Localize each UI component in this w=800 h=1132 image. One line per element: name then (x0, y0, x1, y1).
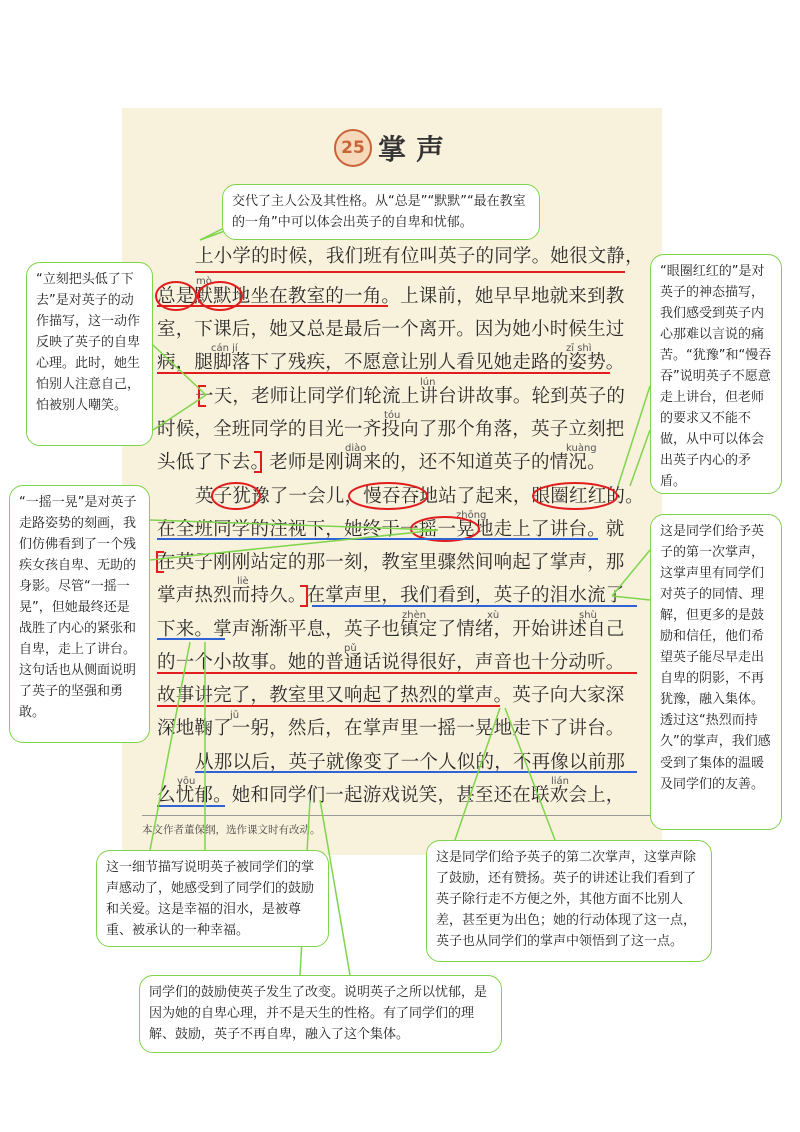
note-first-applause: 这是同学们给予英子的第一次掌声，这掌声里有同学们对英子的同情、理解，但更多的是鼓励和信任，他们希望英子能尽早走出自卑的阴影，不再犹豫，融入集体。透过这“热烈而持久”的掌声，我们感受到了集体的温暖及同学们的友善。 (650, 514, 782, 830)
red-bracket (300, 586, 307, 606)
note-connector (153, 345, 206, 395)
text-line: 在全班同学的注视下，她终于一摇一晃地走上了讲台。就 (157, 519, 625, 540)
pinyin: mò (196, 276, 212, 287)
text-line: 病，腿脚落下了残疾，不愿意让别人看见她走路的姿势。 (157, 352, 625, 373)
chapter-title: 掌声 (378, 133, 455, 166)
note-connector (150, 520, 438, 530)
pinyin: lián (551, 776, 570, 787)
pinyin: diào (345, 443, 367, 454)
red-circle (533, 483, 617, 509)
pinyin: liè (237, 576, 249, 587)
note-sway-walk: “一摇一晃”是对英子走路姿势的刻画，我们仿佛看到了一个残疾女孩自卑、无助的身影。尽管“一摇一晃”，但她最终还是战胜了内心的紧张和自卑，走上了讲台。这句话也从侧面说明了英子的坚强和勇敢。 (9, 485, 150, 743)
note-change: 同学们的鼓励使英子发生了改变。说明英子之所以忧郁，是因为她的自卑心理，并不是天生的性格。有了同学们的理解、鼓励，英子不再自卑，融入了这个集体。 (139, 975, 502, 1053)
pinyin: cán jí (211, 343, 238, 354)
note-tears: 这一细节描写说明英子被同学们的掌声感动了，她感受到了同学们的鼓励和关爱。这是幸福的泪水，是被尊重、被承认的一种幸福。 (96, 850, 329, 947)
pinyin: yōu (177, 776, 196, 787)
note-connector (612, 550, 650, 596)
text-line: 从那以后，英子就像变了一个人似的，不再像以前那 (195, 752, 626, 773)
text-line: 一天，老师让同学们轮流上讲台讲故事。轮到英子的 (195, 386, 626, 407)
text-line: 时候，全班同学的目光一齐投向了那个角落，英子立刻把 (157, 419, 625, 440)
text-line: 的一个小故事。她的普通话说得很好，声音也十分动听。 (157, 652, 625, 673)
pinyin: shù (579, 610, 597, 621)
note-head-lowered: “立刻把头低了下去”是对英子的动作描写，这一动作反映了英子的自卑心理。此时，她生怕别人注意自己，怕被别人嘲笑。 (26, 262, 153, 446)
pinyin: lún (420, 377, 436, 388)
red-bracket (157, 552, 164, 572)
pinyin: jū (230, 710, 240, 721)
text-line: 室，下课后，她又总是最后一个离开。因为她小时候生过 (157, 319, 625, 340)
chapter-number-badge: 25 (334, 129, 372, 167)
text-line: 英子犹豫了一会儿，慢吞吞地站了起来，眼圈红红的。 (195, 486, 644, 507)
text-line: 掌声热烈而持久。在掌声里，我们看到，英子的泪水流了 (157, 585, 625, 606)
text-line: 深地鞠了一躬，然后，在掌声里一摇一晃地走下了讲台。 (157, 718, 625, 739)
pinyin: tóu (384, 410, 401, 421)
text-line: 么忧郁。她和同学们一起游戏说笑，甚至还在联欢会上， (157, 785, 625, 806)
text-line: 下来。掌声渐渐平息，英子也镇定了情绪，开始讲述自己 (157, 619, 625, 640)
note-connector (455, 708, 500, 840)
pinyin: zhōng (456, 510, 487, 521)
note-connector (618, 386, 650, 486)
text-line: 上小学的时候，我们班有位叫英子的同学。她很文静， (195, 246, 644, 267)
red-circle (212, 483, 260, 509)
red-bracket (254, 452, 261, 472)
red-circle (349, 483, 427, 509)
text-line: 总是默默地坐在教室的一角。上课前，她早早地就来到教 (157, 286, 625, 307)
pinyin: zī shì (566, 343, 592, 354)
pinyin: kuàng (566, 443, 597, 454)
footnote: 本文作者董保纲，选作课文时有改动。 (142, 824, 321, 836)
note-second-applause: 这是同学们给予英子的第二次掌声，这掌声除了鼓励，还有赞扬。英子的讲述让我们看到了英子除行走不方便之外，其他方面不比别人差，甚至更为出色；她的行动体现了这一点，英子也从同学们的掌声中领悟到了这一点。 (426, 840, 712, 962)
pinyin: xù (487, 610, 500, 621)
note-connector (505, 708, 555, 840)
note-red-eyes: “眼圈红红的”是对英子的神态描写，我们感受到英子内心那难以言说的痛苦。“犹豫”和“慢吞吞”说明英子不愿意走上讲台，但老师的要求又不能不做，从中可以体会出英子内心的矛盾。 (650, 254, 782, 494)
pinyin: zhèn (402, 610, 427, 621)
text-line: 在英子刚刚站定的那一刻，教室里骤然间响起了掌声，那 (157, 552, 625, 573)
note-intro-character: 交代了主人公及其性格。从“总是”“默默”“最在教室的一角”中可以体会出英子的自卑和忧郁。 (222, 184, 540, 240)
note-connector (612, 596, 650, 600)
note-connector (153, 395, 206, 430)
text-line: 头低了下去。老师是刚调来的，还不知道英子的情况。 (157, 452, 606, 473)
pinyin: pǔ (344, 643, 357, 654)
text-line: 故事讲完了，教室里又响起了热烈的掌声。英子向大家深 (157, 685, 625, 706)
note-connector (150, 530, 438, 560)
